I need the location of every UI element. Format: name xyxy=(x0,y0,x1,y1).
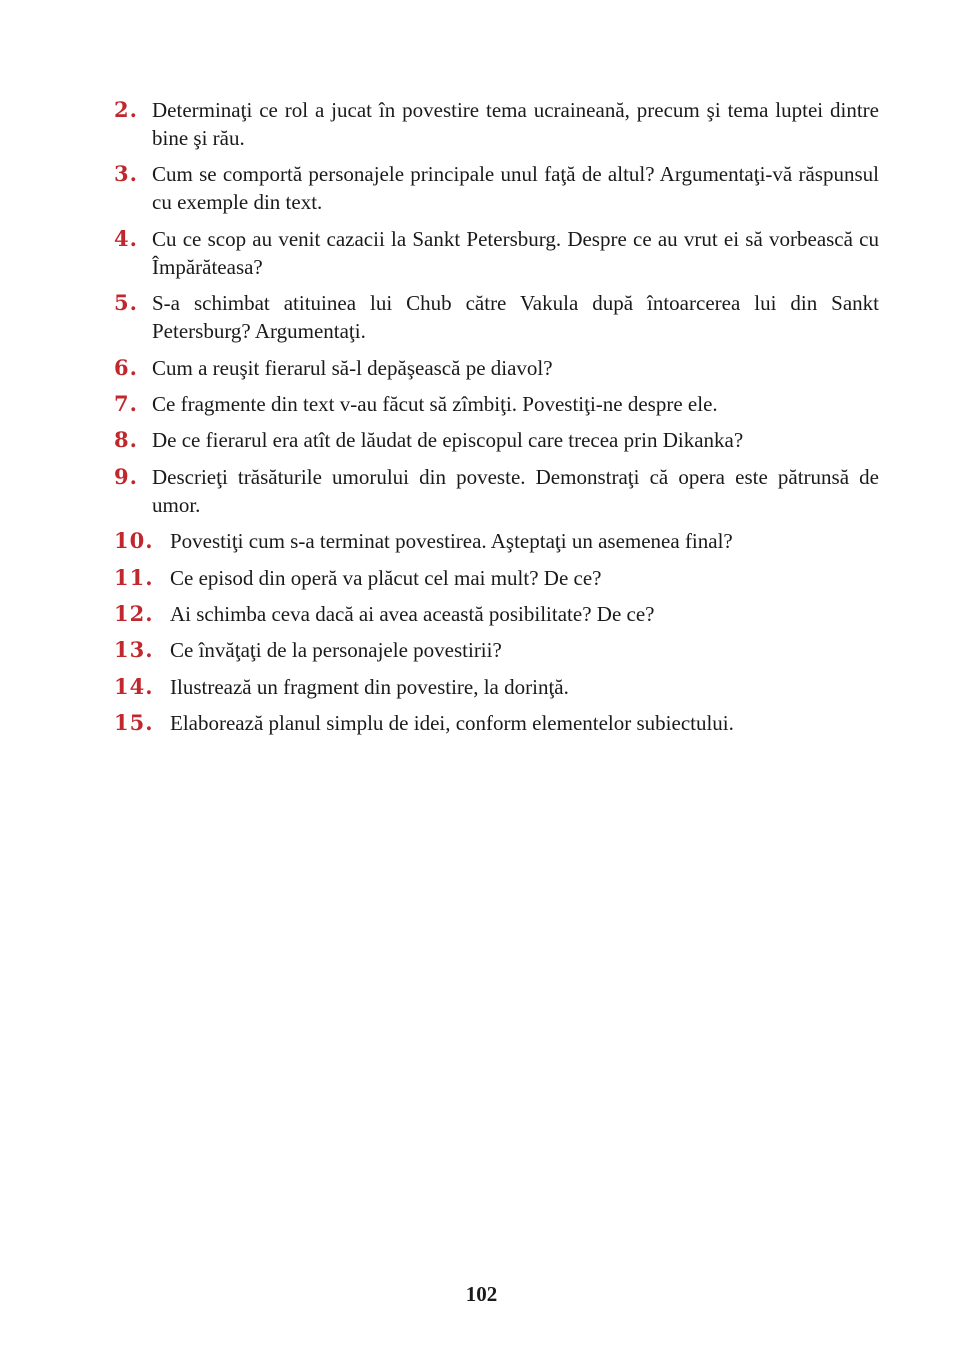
question-number: 7. xyxy=(114,390,138,416)
question-number: 3. xyxy=(114,161,138,187)
question-number: 11. xyxy=(114,564,154,590)
question-text: Cu ce scop au venit cazacii la Sankt Petersburg. Despre ce au vrut ei să vorbească cu Împărăteasa? xyxy=(152,226,879,279)
question-text: Povestiţi cum s-a terminat povestirea. Aşteptaţi un asemenea final? xyxy=(170,529,733,554)
question-item xyxy=(114,289,879,345)
question-text: Ce episod din operă va plăcut cel mai mult? De ce? xyxy=(170,565,602,590)
question-item xyxy=(114,463,879,519)
question-text: De ce fierarul era atît de lăudat de episcopul care trecea prin Dikanka? xyxy=(152,428,744,453)
question-item xyxy=(114,426,879,454)
question-item xyxy=(114,564,879,592)
question-list xyxy=(114,96,879,745)
question-text: Ai schimba ceva dacă ai avea această posibilitate? De ce? xyxy=(170,601,655,626)
question-number: 10. xyxy=(114,528,154,554)
question-number: 5. xyxy=(114,290,138,316)
question-text: Ce fragmente din text v-au făcut să zîmbiţi. Povestiţi-ne despre ele. xyxy=(152,391,718,416)
question-item xyxy=(114,225,879,281)
question-item xyxy=(114,96,879,152)
page-number: 102 xyxy=(465,1282,498,1306)
question-text: Elaborează planul simplu de idei, conform elementelor subiectului. xyxy=(170,711,734,736)
question-text: Cum se comportă personajele principale unul faţă de altul? Argumentaţi-vă răspunsul cu exemple din text. xyxy=(152,162,879,215)
question-item xyxy=(114,527,879,555)
question-number: 13. xyxy=(114,637,154,663)
question-text: Determinaţi ce rol a jucat în povestire tema ucraineană, precum şi tema luptei dintre bine şi rău. xyxy=(152,98,879,150)
question-number: 9. xyxy=(114,463,138,489)
question-number: 6. xyxy=(114,354,138,380)
question-text: Descrieţi trăsăturile umorului din poveste. Demonstraţi că opera este pătrunsă de umor. xyxy=(152,464,879,517)
question-number: 14. xyxy=(114,673,154,699)
question-item xyxy=(114,390,879,418)
question-number: 8. xyxy=(114,427,138,453)
question-text: S-a schimbat atituinea lui Chub către Vakula după întoarcerea lui din Sankt Petersburg? Argumentaţi. xyxy=(152,291,879,344)
question-text: Cum a reuşit fierarul să-l depăşească pe diavol? xyxy=(152,355,553,380)
question-item xyxy=(114,160,879,216)
question-number: 4. xyxy=(114,225,138,251)
question-item xyxy=(114,600,879,628)
question-text: Ce învăţaţi de la personajele povestirii? xyxy=(170,638,502,663)
question-number: 2. xyxy=(114,97,138,122)
question-item xyxy=(114,709,879,737)
question-item xyxy=(114,354,879,382)
question-item xyxy=(114,673,879,701)
question-text: Ilustrează un fragment din povestire, la dorinţă. xyxy=(170,674,569,699)
question-number: 15. xyxy=(114,710,154,736)
question-item xyxy=(114,636,879,664)
question-number: 12. xyxy=(114,600,154,626)
